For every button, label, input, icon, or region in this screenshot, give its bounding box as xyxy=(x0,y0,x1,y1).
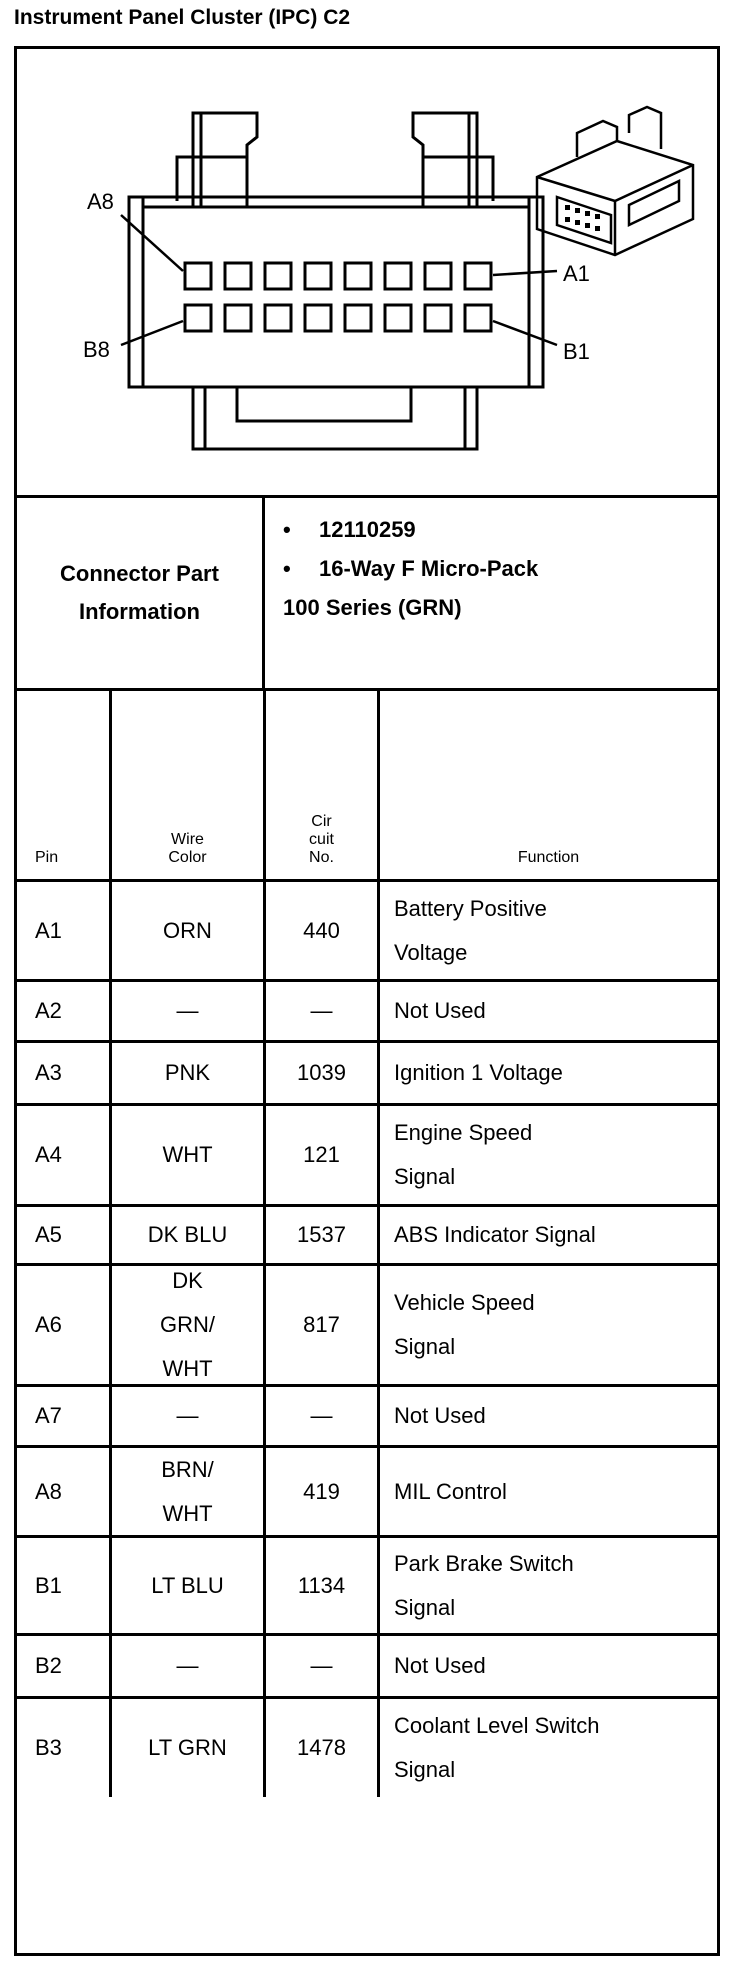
connector-part-label-line2: Information xyxy=(78,599,200,624)
bullet: • xyxy=(283,517,291,542)
function-text: Signal xyxy=(394,1164,456,1189)
function-cell xyxy=(380,1387,717,1445)
header-function: Function xyxy=(517,849,580,866)
label-a8: A8 xyxy=(87,189,114,214)
circuit-cell: 440 xyxy=(303,917,340,943)
function-cell xyxy=(380,1207,717,1263)
wire-color-text: WHT xyxy=(162,1500,213,1526)
pin-cell: A1 xyxy=(35,917,62,943)
wire-color-text: LT GRN xyxy=(148,1735,227,1760)
circuit-cell: 817 xyxy=(303,1312,340,1337)
circuit-cell: 121 xyxy=(303,1142,340,1167)
function-text: ABS Indicator Signal xyxy=(394,1222,596,1247)
pin-cell: A7 xyxy=(35,1403,62,1428)
wire-color-cell xyxy=(112,1266,263,1384)
cavity-b8 xyxy=(185,305,211,331)
header-circuit-line3: No. xyxy=(309,849,334,866)
table-header xyxy=(17,691,717,882)
function-cell xyxy=(380,1699,717,1797)
function-text: Coolant Level Switch xyxy=(394,1713,600,1738)
function-text: Not Used xyxy=(394,1403,486,1428)
part-number: 12110259 xyxy=(319,517,416,542)
pin-cell: A8 xyxy=(35,1478,62,1504)
circuit-cell: 1537 xyxy=(297,1222,346,1247)
connector-table xyxy=(14,46,720,1956)
function-cell xyxy=(380,882,717,979)
function-text: Voltage xyxy=(394,939,468,965)
page-title: Instrument Panel Cluster (IPC) C2 xyxy=(14,6,351,29)
wire-color-cell xyxy=(112,1538,263,1633)
cavity-a1 xyxy=(465,263,491,289)
function-text: Battery Positive xyxy=(394,895,547,921)
table-row xyxy=(17,1636,717,1699)
circuit-cell: — xyxy=(310,998,333,1023)
wire-color-text: WHT xyxy=(162,1142,213,1167)
circuit-cell: 1134 xyxy=(297,1572,346,1598)
circuit-cell: 419 xyxy=(303,1478,340,1504)
pin-cell: A2 xyxy=(35,998,62,1023)
connector-description: 16-Way F Micro-Pack xyxy=(319,556,539,581)
function-text: Signal xyxy=(394,1334,456,1359)
header-circuit-line2: cuit xyxy=(309,831,334,848)
connector-part-information xyxy=(17,498,717,691)
function-text: Ignition 1 Voltage xyxy=(394,1060,563,1085)
function-cell xyxy=(380,982,717,1040)
circuit-cell: 1039 xyxy=(297,1060,346,1085)
connector-part-label-line1: Connector Part xyxy=(60,561,219,586)
pin-cell: B2 xyxy=(35,1653,62,1678)
function-cell xyxy=(380,1266,717,1384)
table-row xyxy=(17,1387,717,1448)
function-cell xyxy=(380,1538,717,1633)
function-text: Not Used xyxy=(394,1653,486,1678)
function-cell xyxy=(380,1106,717,1204)
table-row xyxy=(17,1207,717,1266)
pin-cell: A3 xyxy=(35,1060,62,1085)
header-circuit-line1: Cir xyxy=(311,813,332,830)
label-b1: B1 xyxy=(563,339,590,364)
pin-cell: A6 xyxy=(35,1312,62,1337)
wire-color-cell xyxy=(112,1106,263,1204)
label-b8: B8 xyxy=(83,337,110,362)
table-row xyxy=(17,1106,717,1207)
circuit-cell: — xyxy=(310,1403,333,1428)
wire-color-text: — xyxy=(176,1403,199,1428)
bullet: • xyxy=(283,556,291,581)
function-text: Park Brake Switch xyxy=(394,1550,574,1576)
table-body xyxy=(17,882,717,1797)
wire-color-text: LT BLU xyxy=(151,1572,224,1598)
function-text: Vehicle Speed xyxy=(394,1290,535,1315)
pin-cell: A5 xyxy=(35,1222,62,1247)
function-text: Not Used xyxy=(394,998,486,1023)
table-row xyxy=(17,1448,717,1538)
label-a1: A1 xyxy=(563,261,590,286)
table-row xyxy=(17,982,717,1043)
table-row xyxy=(17,1266,717,1387)
wire-color-text: WHT xyxy=(162,1356,213,1381)
header-wire-line1: Wire xyxy=(171,831,204,848)
function-cell xyxy=(380,1636,717,1696)
function-cell xyxy=(380,1448,717,1535)
wire-color-cell xyxy=(112,1387,263,1445)
header-wire-color xyxy=(112,831,263,867)
function-text: Signal xyxy=(394,1757,456,1782)
wire-color-cell xyxy=(112,1636,263,1696)
connector-diagram xyxy=(17,49,717,498)
wire-color-text: GRN/ xyxy=(160,1312,215,1337)
wire-color-cell xyxy=(112,1448,263,1535)
connector-thumbnail xyxy=(537,107,693,255)
wire-color-cell xyxy=(112,1043,263,1103)
connector-drawing xyxy=(17,49,717,495)
table-row xyxy=(17,1699,717,1797)
wire-color-cell xyxy=(112,982,263,1040)
cavity-b1 xyxy=(465,305,491,331)
wire-color-cell xyxy=(112,1207,263,1263)
connector-part-label xyxy=(17,498,265,688)
wire-color-text: ORN xyxy=(163,917,212,943)
table-row xyxy=(17,882,717,982)
function-text: Signal xyxy=(394,1594,456,1620)
circuit-cell: — xyxy=(310,1653,333,1678)
wire-color-text: PNK xyxy=(164,1060,211,1085)
cavity-a8 xyxy=(185,263,211,289)
wire-color-cell xyxy=(112,882,263,979)
function-text: Engine Speed xyxy=(394,1120,533,1145)
function-cell xyxy=(380,1043,717,1103)
connector-part-details xyxy=(283,510,538,627)
wire-color-text: — xyxy=(176,1653,199,1678)
header-wire-line2: Color xyxy=(168,849,207,866)
wire-color-text: DK BLU xyxy=(147,1222,228,1247)
wire-color-cell xyxy=(112,1699,263,1797)
circuit-cell: 1478 xyxy=(297,1735,346,1760)
wire-color-text: — xyxy=(176,998,199,1023)
pin-cell: B1 xyxy=(35,1572,62,1598)
pin-cell: B3 xyxy=(35,1735,62,1760)
pin-cell: A4 xyxy=(35,1142,62,1167)
header-circuit-no xyxy=(266,813,377,867)
table-row xyxy=(17,1538,717,1636)
wire-color-text: DK xyxy=(172,1268,203,1293)
wire-color-text: BRN/ xyxy=(161,1456,214,1482)
header-pin: Pin xyxy=(35,849,59,866)
table-row xyxy=(17,1043,717,1106)
function-text: MIL Control xyxy=(394,1478,507,1504)
connector-series: 100 Series (GRN) xyxy=(283,595,462,620)
